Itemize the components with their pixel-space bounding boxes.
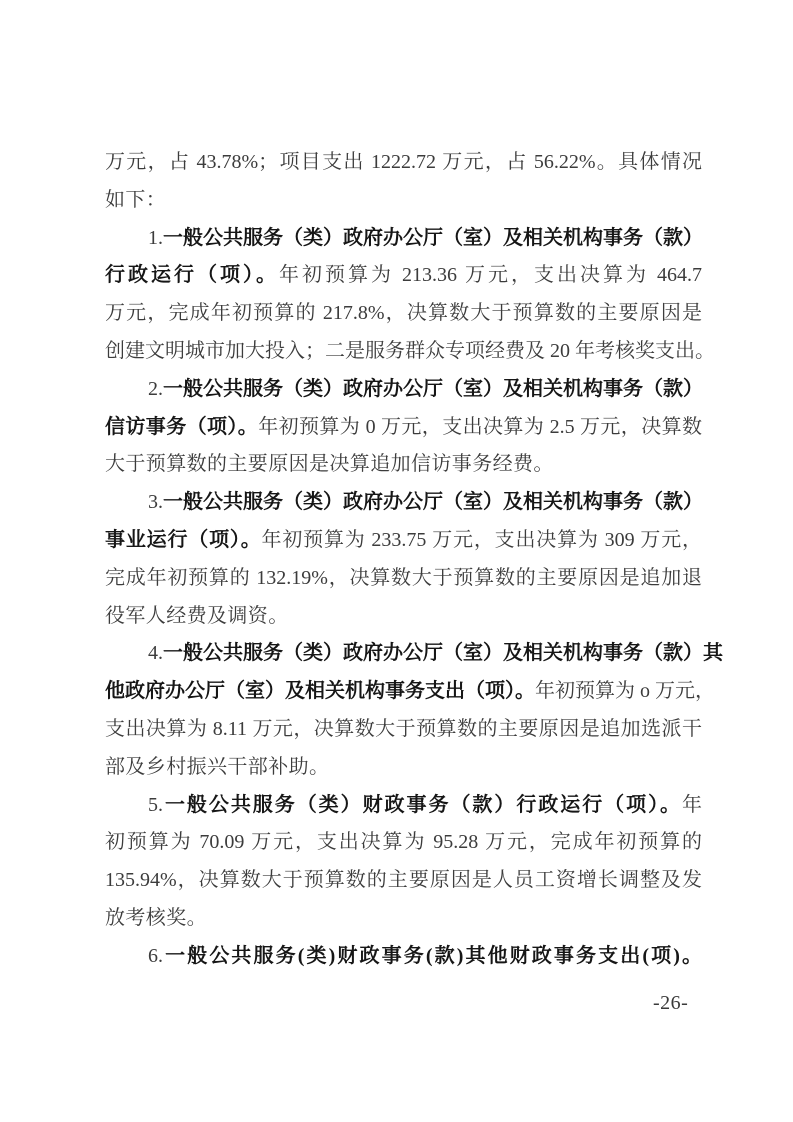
body-text-segment: 年初预算为 213.36 万元，支出决算为 464.7	[279, 264, 702, 287]
document-line	[105, 446, 702, 484]
heading-text-segment: 他政府办公厅（室）及相关机构事务支出（项）。	[105, 680, 535, 703]
document-line	[105, 522, 702, 560]
body-text-segment: 如下：	[105, 188, 167, 211]
document-line	[105, 220, 702, 258]
page-number: -26-	[653, 992, 689, 1014]
heading-text-segment: 一般公共服务（类）政府办公厅（室）及相关机构事务（款）	[163, 491, 703, 514]
document-line	[105, 862, 702, 900]
heading-text-segment: 一般公共服务（类）财政事务（款）行政运行（项）。	[163, 793, 682, 816]
document-line	[105, 824, 702, 862]
document-line	[105, 787, 702, 825]
document-body	[105, 144, 723, 976]
body-text-segment: 135.94%，决算数大于预算数的主要原因是人员工资增长调整及发	[105, 869, 702, 892]
body-text-segment: 年	[682, 793, 702, 816]
heading-text-segment: 行政运行（项）。	[105, 264, 279, 287]
body-text-segment: 部及乡村振兴干部补助。	[105, 755, 330, 778]
body-text-segment: 2.	[148, 377, 163, 400]
document-line	[105, 144, 702, 182]
document-line	[105, 295, 702, 333]
body-text-segment: 万元，占 43.78%；项目支出 1222.72 万元，占 56.22%。具体情况	[105, 151, 702, 173]
body-text-segment: 3.	[148, 491, 163, 514]
document-line	[105, 484, 702, 522]
document-line	[105, 333, 715, 371]
heading-text-segment: 一般公共服务（类）政府办公厅（室）及相关机构事务（款）	[163, 377, 703, 400]
body-text-segment: 年初预算为 233.75 万元，支出决算为 309 万元，	[261, 528, 703, 551]
document-line	[105, 371, 702, 409]
heading-text-segment: 事业运行（项）。	[105, 528, 262, 551]
heading-text-segment: 一般公共服务（类）政府办公厅（室）及相关机构事务（款）	[163, 226, 703, 249]
body-text-segment: 5.	[148, 793, 163, 816]
heading-text-segment: 信访事务（项）。	[105, 415, 259, 438]
document-line	[105, 711, 702, 749]
document-line	[105, 598, 702, 636]
document-line	[105, 673, 715, 711]
document-line	[105, 560, 702, 598]
body-text-segment: 役军人经费及调资。	[105, 604, 289, 627]
body-text-segment: 完成年初预算的 132.19%，决算数大于预算数的主要原因是追加退	[105, 566, 702, 589]
body-text-segment: 大于预算数的主要原因是决算追加信访事务经费。	[105, 453, 554, 476]
body-text-segment: 万元，完成年初预算的 217.8%，决算数大于预算数的主要原因是	[105, 302, 702, 325]
document-line	[105, 257, 702, 295]
body-text-segment: 放考核奖。	[105, 906, 207, 929]
heading-text-segment: 一般公共服务（类）政府办公厅（室）及相关机构事务（款）其	[163, 642, 723, 665]
body-text-segment: 4.	[148, 642, 163, 665]
document-line	[105, 635, 723, 673]
body-text-segment: 支出决算为 8.11 万元，决算数大于预算数的主要原因是追加选派干	[105, 717, 702, 740]
heading-text-segment: 一般公共服务(类)财政事务(款)其他财政事务支出(项)。	[163, 944, 702, 967]
body-text-segment: 初预算为 70.09 万元，支出决算为 95.28 万元，完成年初预算的	[105, 831, 702, 854]
document-line	[105, 409, 702, 447]
document-line	[105, 900, 702, 938]
body-text-segment: 创建文明城市加大投入；二是服务群众专项经费及 20 年考核奖支出。	[105, 339, 715, 362]
body-text-segment: 年初预算为 o 万元，	[535, 680, 715, 703]
document-line	[105, 182, 702, 220]
document-line	[105, 938, 702, 976]
body-text-segment: 6.	[148, 944, 163, 967]
document-line	[105, 749, 702, 787]
body-text-segment: 1.	[148, 226, 163, 249]
body-text-segment: 年初预算为 0 万元，支出决算为 2.5 万元，决算数	[258, 415, 703, 438]
